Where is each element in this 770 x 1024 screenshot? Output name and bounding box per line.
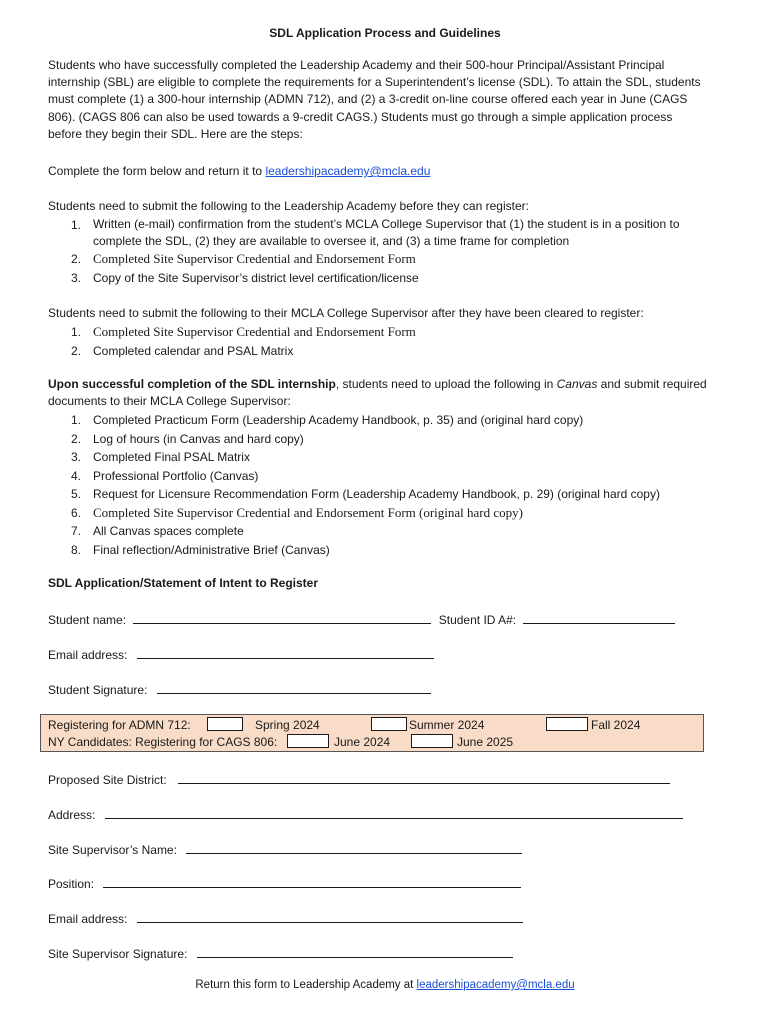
position-row xyxy=(48,875,521,891)
student-name-row xyxy=(48,611,675,627)
supervisor-signature-label: Site Supervisor Signature: xyxy=(48,947,188,961)
supervisor-email-field[interactable] xyxy=(137,910,523,923)
section3-intro: Upon successful completion of the SDL internship, students need to upload the following in Canvas and submit required documents to their MCLA College Supervisor: xyxy=(48,377,707,409)
list-item: 2. Completed calendar and PSAL Matrix xyxy=(71,343,294,358)
address-row xyxy=(48,806,683,822)
student-id-field[interactable] xyxy=(523,611,675,624)
section2-intro: Students need to submit the following to their MCLA College Supervisor after they have been cleared to register: xyxy=(48,306,644,320)
section3-list xyxy=(48,411,698,559)
fall-2024-label: Fall 2024 xyxy=(591,718,641,732)
fall-2024-checkbox[interactable] xyxy=(546,717,588,731)
supervisor-signature-field[interactable] xyxy=(197,945,513,958)
section2-list xyxy=(48,323,698,360)
supervisor-email-label: Email address: xyxy=(48,912,128,926)
spring-2024-checkbox[interactable] xyxy=(207,717,243,731)
june-2025-checkbox[interactable] xyxy=(411,734,453,748)
section1-list xyxy=(48,216,698,287)
supervisor-name-label: Site Supervisor’s Name: xyxy=(48,843,177,857)
list-item: 5. Request for Licensure Recommendation Form (Leadership Academy Handbook, p. 29) (original hard copy) xyxy=(71,487,660,501)
address-label: Address: xyxy=(48,808,96,822)
form-heading: SDL Application/Statement of Intent to Register xyxy=(48,576,319,590)
position-field[interactable] xyxy=(103,875,521,888)
student-signature-field[interactable] xyxy=(157,681,431,694)
list-item: 6. Completed Site Supervisor Credential and Endorsement Form (original hard copy) xyxy=(71,504,523,520)
summer-2024-label: Summer 2024 xyxy=(409,718,485,732)
email-field[interactable] xyxy=(137,646,434,659)
registration-box xyxy=(40,714,704,752)
june-2025-label: June 2025 xyxy=(457,735,514,749)
footer xyxy=(0,979,770,991)
section1-intro: Students need to submit the following to the Leadership Academy before they can register: xyxy=(48,199,529,213)
site-district-field[interactable] xyxy=(178,771,670,784)
supervisor-signature-row xyxy=(48,945,513,961)
list-item: 2. Log of hours (in Canvas and hard copy) xyxy=(71,431,304,446)
june-2024-label: June 2024 xyxy=(334,735,391,749)
contact-email-link[interactable]: leadershipacademy@mcla.edu xyxy=(265,164,431,178)
site-district-label: Proposed Site District: xyxy=(48,773,167,787)
footer-text: Return this form to Leadership Academy at xyxy=(195,979,417,991)
supervisor-name-field[interactable] xyxy=(186,841,522,854)
email-row xyxy=(48,646,434,662)
student-name-label: Student name: xyxy=(48,613,127,627)
address-field[interactable] xyxy=(105,806,683,819)
admn712-label: Registering for ADMN 712: xyxy=(48,718,191,732)
site-district-row xyxy=(48,771,670,787)
list-item: 1. Completed Practicum Form (Leadership Academy Handbook, p. 35) and (original hard copy) xyxy=(71,413,584,427)
june-2024-checkbox[interactable] xyxy=(287,734,329,748)
list-item: 2. Completed Site Supervisor Credential and Endorsement Form xyxy=(71,251,416,266)
list-item: 7. All Canvas spaces complete xyxy=(71,524,244,538)
list-item: 3. Copy of the Site Supervisor’s district level certification/license xyxy=(71,270,419,285)
complete-form-line xyxy=(48,163,708,180)
intro-paragraph: Students who have successfully completed the Leadership Academy and their 500-hour Principal/Assistant Principal internship (SBL) are eligible to complete the requirements for a Superintendent’s license (SDL). To attain the SDL, students must complete (1) a 300-hour internship (ADMN 712), and (2) a 3-credit on-line course offered each year in June (CAGS 806). (CAGS 806 can also be used towards a 9-credit CAGS.) Students must go through a simple application process before they begin their SDL. Here are the steps: xyxy=(48,58,701,141)
list-item: 3. Completed Final PSAL Matrix xyxy=(71,450,250,464)
signature-row xyxy=(48,681,431,697)
position-label: Position: xyxy=(48,877,95,891)
list-item: 4. Professional Portfolio (Canvas) xyxy=(71,468,259,483)
complete-form-text: Complete the form below and return it to xyxy=(48,164,266,178)
student-signature-label: Student Signature: xyxy=(48,683,148,697)
list-item: 8. Final reflection/Administrative Brief (Canvas) xyxy=(71,542,330,557)
spring-2024-label: Spring 2024 xyxy=(255,718,320,732)
supervisor-name-row xyxy=(48,841,522,857)
summer-2024-checkbox[interactable] xyxy=(371,717,407,731)
footer-email-link[interactable]: leadershipacademy@mcla.edu xyxy=(416,979,575,991)
student-name-field[interactable] xyxy=(133,611,431,624)
email-label: Email address: xyxy=(48,648,128,662)
list-item: 1. Completed Site Supervisor Credential and Endorsement Form xyxy=(71,324,416,339)
list-item: 1. Written (e-mail) confirmation from the student’s MCLA College Supervisor that (1) the student is in a position to complete the SDL, (2) they are available to oversee it, and (3) a time frame for completion xyxy=(71,217,680,248)
student-id-label: Student ID A#: xyxy=(438,613,517,627)
page-title: SDL Application Process and Guidelines xyxy=(269,26,501,40)
cags806-label: NY Candidates: Registering for CAGS 806: xyxy=(48,735,278,749)
supervisor-email-row xyxy=(48,910,523,926)
